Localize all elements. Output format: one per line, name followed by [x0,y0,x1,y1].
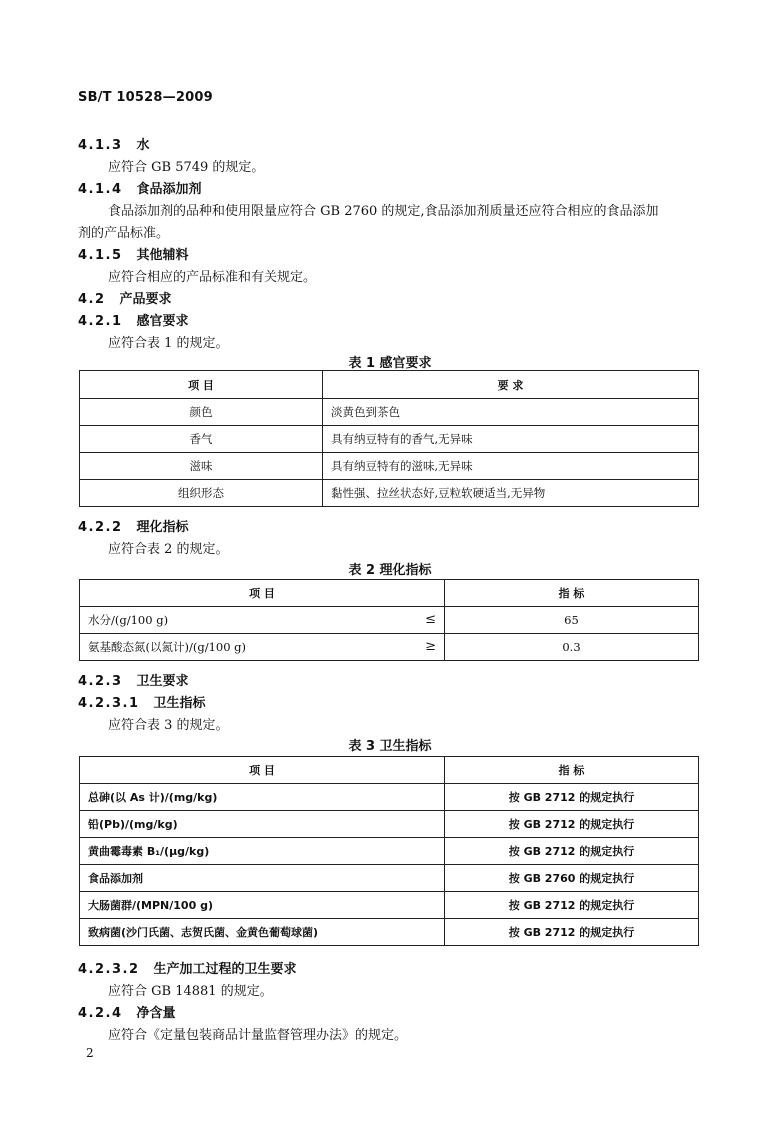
page-number: 2 [86,1046,94,1060]
paragraph-4-1-5: 应符合相应的产品标准和有关规定。 [108,270,317,285]
table3-cell-value: 按 GB 2712 的规定执行 [445,919,699,946]
table2 [79,579,699,661]
table3-cell-item: 食品添加剂 [80,865,445,892]
paragraph-4-1-4-line1: 食品添加剂的品种和使用限量应符合 GB 2760 的规定,食品添加剂质量还应符合相应的食品添加 [108,204,659,219]
paragraph-4-2-3-2: 应符合 GB 14881 的规定。 [108,984,273,999]
table1-cell: 具有纳豆特有的香气,无异味 [323,426,699,453]
table3-cell-value: 按 GB 2760 的规定执行 [445,865,699,892]
table3-caption: 表 3 卫生指标 [348,739,432,754]
table-row [80,811,699,838]
paragraph-4-2-4: 应符合《定量包装商品计量监督管理办法》的规定。 [108,1028,408,1043]
table3-cell-value: 按 GB 2712 的规定执行 [445,811,699,838]
table3-cell-item: 铅(Pb)/(mg/kg) [80,811,445,838]
heading-4-2: 4.2 产品要求 [78,292,172,307]
table-row [80,784,699,811]
table-row [80,426,699,453]
table1 [79,370,699,507]
table1-cell: 颜色 [80,399,323,426]
table1-cell: 淡黄色到茶色 [323,399,699,426]
table2-caption: 表 2 理化指标 [348,563,432,578]
table3-cell-item: 总砷(以 As 计)/(mg/kg) [80,784,445,811]
heading-4-2-2: 4.2.2 理化指标 [78,520,189,535]
table2-cell-value: 0.3 [445,634,699,661]
table3-cell-value: 按 GB 2712 的规定执行 [445,784,699,811]
table-row [80,453,699,480]
heading-4-2-1: 4.2.1 感官要求 [78,314,189,329]
paragraph-4-1-3: 应符合 GB 5749 的规定。 [108,160,265,175]
table1-cell: 组织形态 [80,480,323,507]
table-row [80,838,699,865]
heading-4-1-4: 4.1.4 食品添加剂 [78,182,202,197]
paragraph-4-1-4-line2: 剂的产品标准。 [78,226,170,241]
table1-header-requirement: 要 求 [323,371,699,399]
heading-4-1-5: 4.1.5 其他辅料 [78,248,189,263]
table1-cell: 滋味 [80,453,323,480]
table3-cell-item: 致病菌(沙门氏菌、志贺氏菌、金黄色葡萄球菌) [80,919,445,946]
table1-header-item: 项 目 [80,371,323,399]
table1-cell: 香气 [80,426,323,453]
table2-cell-value: 65 [445,607,699,634]
table3-header-item: 项 目 [80,757,445,784]
table2-cell-item: 氨基酸态氮(以氮计)/(g/100 g) ≥ [80,634,445,661]
table-row [80,607,699,634]
table2-header-item: 项 目 [80,580,445,607]
table3-cell-value: 按 GB 2712 的规定执行 [445,838,699,865]
table3-cell-value: 按 GB 2712 的规定执行 [445,892,699,919]
paragraph-4-2-3-1: 应符合表 3 的规定。 [108,718,229,733]
table1-cell: 黏性强、拉丝状态好,豆粒软硬适当,无异物 [323,480,699,507]
table-row [80,892,699,919]
table3-cell-item: 大肠菌群/(MPN/100 g) [80,892,445,919]
paragraph-4-2-1: 应符合表 1 的规定。 [108,336,229,351]
table-row [80,399,699,426]
greater-equal-symbol: ≥ [425,639,436,654]
table2-header-value: 指 标 [445,580,699,607]
standard-code: SB/T 10528—2009 [78,90,213,105]
table1-caption: 表 1 感官要求 [348,356,432,371]
table3 [79,756,699,946]
table-row [80,634,699,661]
table1-cell: 具有纳豆特有的滋味,无异味 [323,453,699,480]
heading-4-2-3-1: 4.2.3.1 卫生指标 [78,696,206,711]
less-equal-symbol: ≤ [425,612,436,627]
table-row [80,865,699,892]
table-row [80,480,699,507]
heading-4-2-3: 4.2.3 卫生要求 [78,674,189,689]
table3-header-value: 指 标 [445,757,699,784]
paragraph-4-2-2: 应符合表 2 的规定。 [108,542,229,557]
table-row [80,919,699,946]
heading-4-2-4: 4.2.4 净含量 [78,1006,176,1021]
table3-cell-item: 黄曲霉毒素 B₁/(μg/kg) [80,838,445,865]
heading-4-2-3-2: 4.2.3.2 生产加工过程的卫生要求 [78,962,297,977]
table2-cell-item: 水分/(g/100 g) ≤ [80,607,445,634]
heading-4-1-3: 4.1.3 水 [78,138,150,153]
